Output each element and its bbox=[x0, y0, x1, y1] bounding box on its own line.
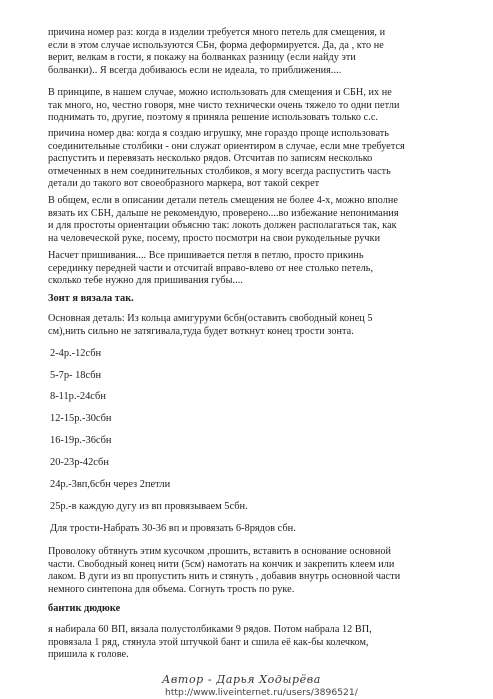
text-line: Основная деталь: Из кольца амигуруми 6сбн(оставить свободный конец 5 bbox=[48, 313, 373, 324]
paragraph-reason-two bbox=[48, 128, 468, 191]
text-line: серединку передней части и отсчитай вправо-влево от нее столько петель, bbox=[48, 262, 374, 274]
text-line: лаком. В дуги из вп пропустить нить и стянуть , добавив внутрь основной части bbox=[48, 571, 401, 583]
text-line: если в этом случае используются СБн, форма деформируется. Да, да , кто не bbox=[48, 39, 384, 51]
text-line: вязать их СБН, дальше не рекомендую, проверено....во избежание непонимания bbox=[48, 207, 399, 219]
pattern-row: 2-4р.-12сбн bbox=[50, 348, 102, 359]
cane-instructions: Для трости-Набрать 30-36 вп и провязать 6-8рядов сбн. bbox=[50, 523, 296, 534]
text-line: и для простоты ориентации объясню так: локоть должен располагаться так, как bbox=[48, 220, 397, 232]
paragraph-wire bbox=[48, 546, 468, 596]
text-line: распустить и перевязать несколько рядов. Отсчитав по записям несколько bbox=[48, 153, 373, 165]
pattern-row: 24р.-3вп,6сбн через 2петли bbox=[50, 479, 171, 490]
text-line: см),нить сильно не затягивала,туда будет воткнут конец трости зонта. bbox=[48, 325, 354, 337]
source-watermark: http://www.liveinternet.ru/users/3896521/ bbox=[165, 687, 358, 698]
text-line: верит, велкам в гости, я покажу на болванках разницу (если найду эти bbox=[48, 52, 356, 64]
text-line: провязала 1 ряд, стянула этой штучкой бант и сшила её как-бы колечком, bbox=[48, 636, 369, 648]
paragraph-sewing bbox=[48, 250, 468, 288]
text-line: отмеченных в нем соединительных столбиков, я могу всегда распустить часть bbox=[48, 165, 391, 177]
text-line: Проволоку обтянуть этим кусочком ,прошить, вставить в основание основной bbox=[48, 546, 392, 557]
pattern-row: 25р.-в каждую дугу из вп провязываем 5сбн. bbox=[50, 501, 248, 512]
text-line: В общем, если в описании детали петель смещения не более 4-х, можно вполне bbox=[48, 195, 398, 206]
pattern-row: 20-23р-42сбн bbox=[50, 457, 109, 468]
text-line: соединительные столбики - они служат ориентиром в случае, если мне требуется bbox=[48, 140, 405, 152]
pattern-row: 16-19р.-36сбн bbox=[50, 435, 112, 446]
paragraph-in-general bbox=[48, 195, 468, 245]
text-line: болванки).. Я всегда добиваюсь если не идеала, то приближения.... bbox=[48, 64, 342, 76]
text-line: я набирала 60 ВП, вязала полустолбиками 9 рядов. Потом набрала 12 ВП, bbox=[48, 624, 372, 635]
text-line: причина номер два: когда я создаю игрушку, мне гораздо проще использовать bbox=[48, 128, 389, 139]
text-line: причина номер раз: когда в изделии требуется много петель для смещения, и bbox=[48, 27, 386, 38]
text-line: немного синтепона для объема. Согнуть трость по руке. bbox=[48, 583, 295, 595]
text-line: поднимать то, другие, поэтому я приняла решение использовать только с.с. bbox=[48, 112, 378, 124]
text-line: так много, но, честно говоря, мне чисто технически очень тяжело то одни петли bbox=[48, 99, 400, 111]
paragraph-bow bbox=[48, 624, 468, 662]
text-line: В принципе, в нашем случае, можно использовать для смещения и СБН, их не bbox=[48, 87, 392, 98]
text-line: пришила к голове. bbox=[48, 649, 129, 661]
paragraph-in-principle bbox=[48, 87, 468, 125]
umbrella-intro bbox=[48, 313, 468, 338]
text-line: детали до такого вот своеобразного маркера, вот такой секрет bbox=[48, 178, 320, 190]
text-line: на человеческой руке, посему, просто посмотри на свои рукодельные ручки bbox=[48, 232, 381, 244]
pattern-row: 12-15р.-30сбн bbox=[50, 413, 112, 424]
author-signature: Автор - Дарья Ходырёва bbox=[162, 673, 321, 686]
text-line: сколько тебе нужно для пришивания губы.... bbox=[48, 275, 243, 287]
text-line: Насчет пришивания.... Все пришивается петля в петлю, просто прикинь bbox=[48, 250, 364, 261]
paragraph-reason-one bbox=[48, 27, 468, 77]
umbrella-heading: Зонт я вязала так. bbox=[48, 293, 134, 304]
text-line: части. Свободный конец нити (5см) намотать на кончик и закрепить клеем или bbox=[48, 558, 395, 570]
pattern-row: 8-11р.-24сбн bbox=[50, 391, 106, 402]
bow-heading: бантик дюдюке bbox=[48, 603, 121, 614]
pattern-row: 5-7р- 18сбн bbox=[50, 370, 102, 381]
